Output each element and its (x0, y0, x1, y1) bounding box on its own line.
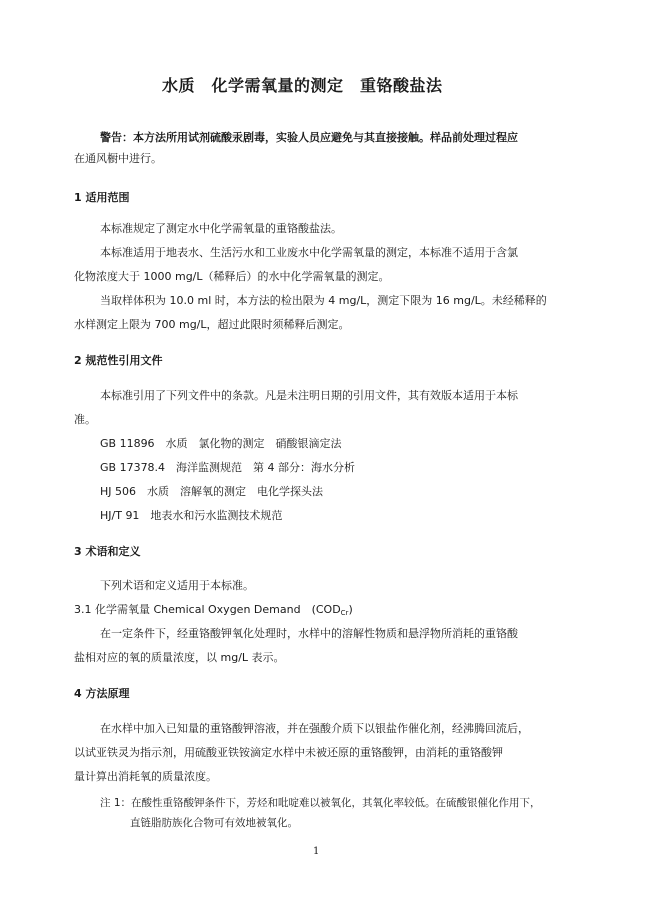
definition-term-close: ) (348, 603, 353, 616)
section-2-paragraph-line-2: 准。 (74, 413, 96, 426)
definition-term-subscript: Cr (340, 609, 349, 617)
section-2-paragraph-line-1: 本标准引用了下列文件中的条款。凡是未注明日期的引用文件，其有效版本适用于本标 (100, 389, 518, 402)
reference-item: HJ 506 水质 溶解氧的测定 电化学探头法 (100, 485, 324, 498)
section-4-heading: 4 方法原理 (74, 687, 130, 700)
section-1-paragraph-3-line-1: 当取样体积为 10.0 ml 时，本方法的检出限为 4 mg/L，测定下限为 16 mg/L。未经稀释的 (100, 294, 547, 307)
section-4-paragraph-line-1: 在水样中加入已知量的重铬酸钾溶液，并在强酸介质下以银盐作催化剂，经沸腾回流后， (100, 722, 529, 735)
section-3-intro: 下列术语和定义适用于本标准。 (100, 579, 254, 592)
section-1-heading: 1 适用范围 (74, 191, 130, 204)
definition-term (74, 603, 353, 620)
note-1-line-2: 直链脂肪族化合物可有效地被氧化。 (130, 817, 298, 829)
note-1-line-1: 注 1：在酸性重铬酸钾条件下，芳烃和吡啶难以被氧化，其氧化率较低。在硫酸银催化作用下， (100, 797, 541, 809)
section-4-paragraph-line-3: 量计算出消耗氧的质量浓度。 (74, 770, 217, 783)
section-1-paragraph-2-line-1: 本标准适用于地表水、生活污水和工业废水中化学需氧量的测定，本标准不适用于含氯 (100, 246, 518, 259)
reference-item: HJ/T 91 地表水和污水监测技术规范 (100, 509, 283, 522)
reference-item: GB 11896 水质 氯化物的测定 硝酸银滴定法 (100, 437, 342, 450)
section-2-heading: 2 规范性引用文件 (74, 354, 163, 367)
page-title: 水质 化学需氧量的测定 重铬酸盐法 (162, 76, 443, 95)
definition-text-line-1: 在一定条件下，经重铬酸钾氧化处理时，水样中的溶解性物质和悬浮物所消耗的重铬酸 (100, 627, 518, 640)
reference-item: GB 17378.4 海洋监测规范 第 4 部分：海水分析 (100, 461, 356, 474)
page-number: 1 (313, 846, 320, 857)
section-1-paragraph-3-line-2: 水样测定上限为 700 mg/L，超过此限时须稀释后测定。 (74, 318, 350, 331)
definition-term-label: 3.1 化学需氧量 Chemical Oxygen Demand (COD (74, 603, 341, 616)
section-3-heading: 3 术语和定义 (74, 545, 141, 558)
section-4-paragraph-line-2: 以试亚铁灵为指示剂，用硫酸亚铁铵滴定水样中未被还原的重铬酸钾，由消耗的重铬酸钾 (74, 746, 503, 759)
warning-line-2: 在通风橱中进行。 (74, 152, 162, 165)
definition-text-line-2: 盐相对应的氧的质量浓度，以 mg/L 表示。 (74, 651, 285, 664)
section-1-paragraph-1: 本标准规定了测定水中化学需氧量的重铬酸盐法。 (100, 222, 342, 235)
warning-line-1: 警告：本方法所用试剂硫酸汞剧毒，实验人员应避免与其直接接触。样品前处理过程应 (100, 131, 518, 144)
section-1-paragraph-2-line-2: 化物浓度大于 1000 mg/L（稀释后）的水中化学需氧量的测定。 (74, 270, 390, 283)
